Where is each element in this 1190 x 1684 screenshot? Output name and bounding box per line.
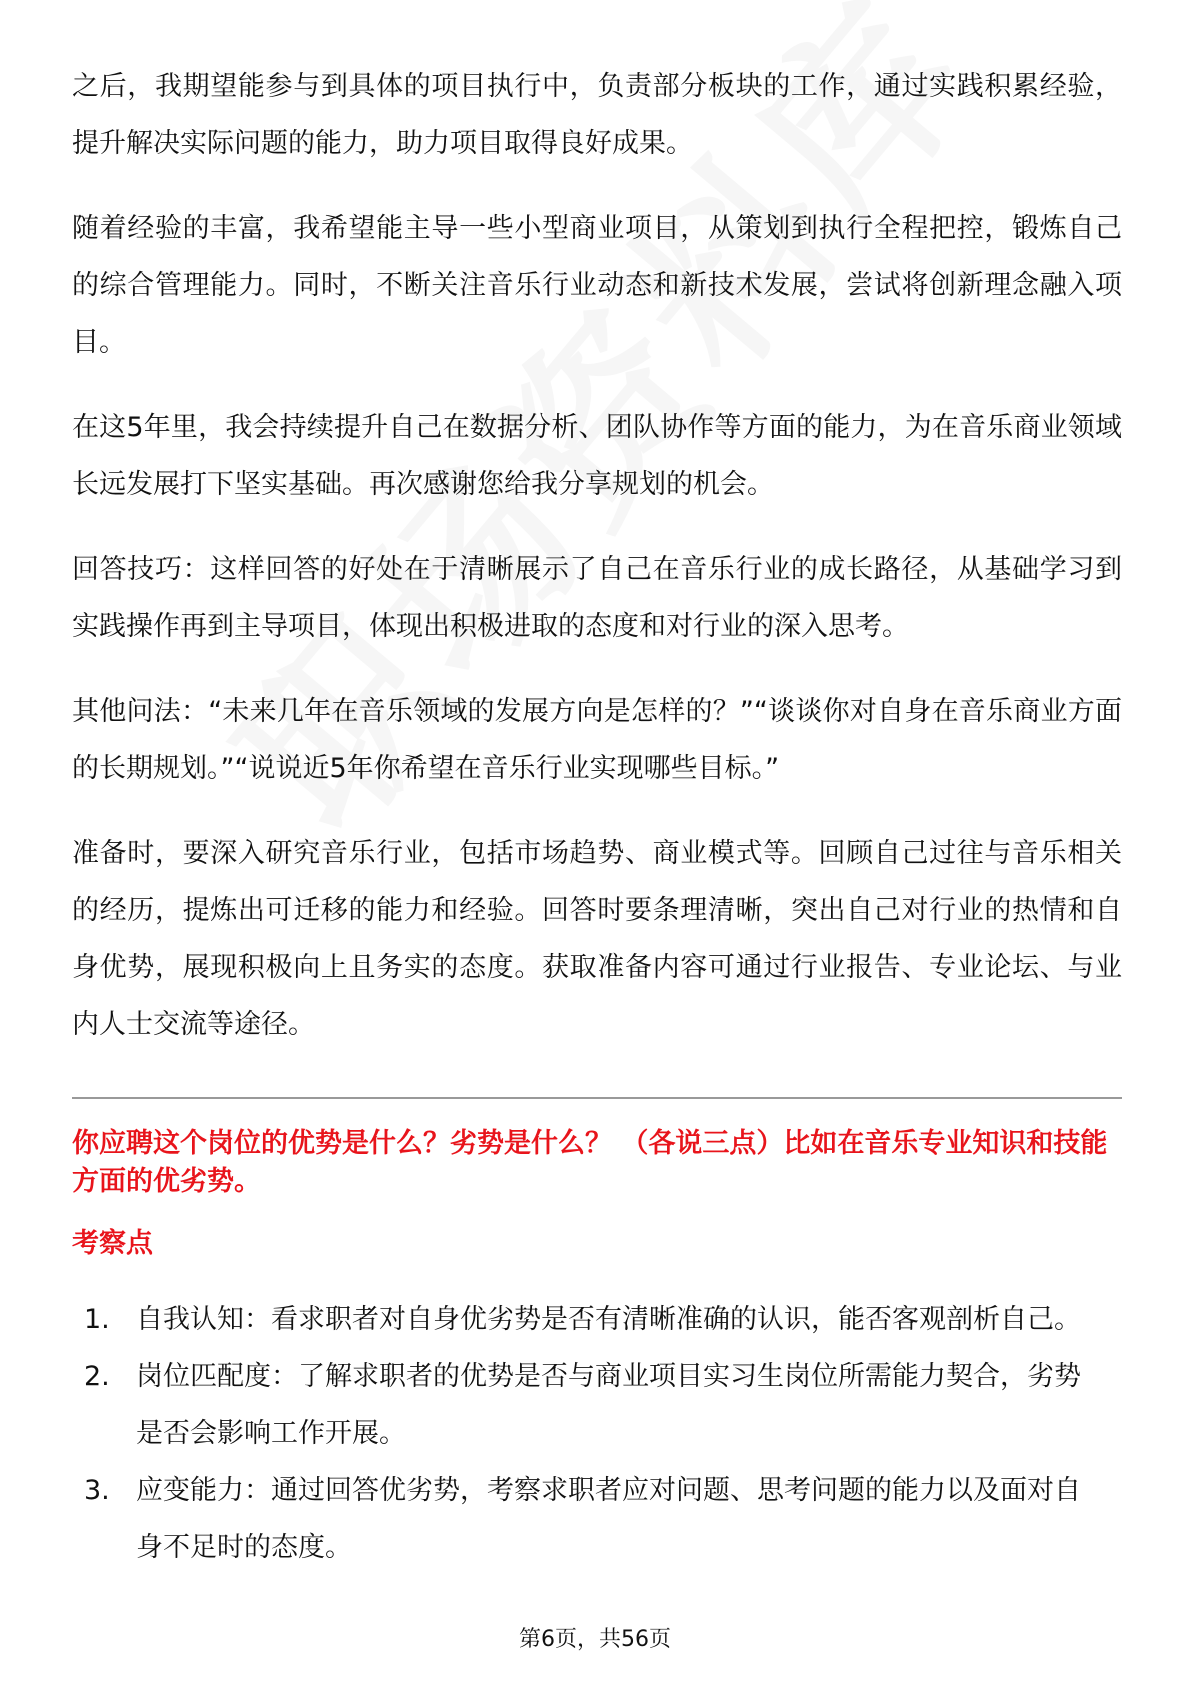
list-item [72, 1291, 1122, 1348]
list-item [72, 1462, 1122, 1576]
paragraph-3: 在这5年里，我会持续提升自己在数据分析、团队协作等方面的能力，为在音乐商业领域长远发展打下坚实基础。再次感谢您给我分享规划的机会。 [72, 412, 1122, 500]
answer-tips-paragraph: 回答技巧：这样回答的好处在于清晰展示了自己在音乐行业的成长路径，从基础学习到实践操作再到主导项目，体现出积极进取的态度和对行业的深入思考。 [72, 554, 1122, 642]
list-number: 3. [84, 1475, 110, 1506]
list-text: 自我认知：看求职者对自身优劣势是否有清晰准确的认识，能否客观剖析自己。 [136, 1304, 1081, 1335]
list-text: 岗位匹配度：了解求职者的优势是否与商业项目实习生岗位所需能力契合，劣势是否会影响工作开展。 [136, 1361, 1081, 1449]
page-footer: 第6页，共56页 [519, 1627, 671, 1652]
section-divider [72, 1097, 1122, 1099]
question-title: 你应聘这个岗位的优势是什么？劣势是什么？ （各说三点）比如在音乐专业知识和技能方面的优劣势。 [72, 1128, 1108, 1197]
paragraph-2: 随着经验的丰富，我希望能主导一些小型商业项目，从策划到执行全程把控，锻炼自己的综合管理能力。同时，不断关注音乐行业动态和新技术发展，尝试将创新理念融入项目。 [72, 213, 1122, 358]
section-heading: 考察点 [72, 1228, 153, 1259]
list-item [72, 1348, 1122, 1462]
other-questions-paragraph: 其他问法：“未来几年在音乐领域的发展方向是怎样的？”“谈谈你对自身在音乐商业方面的长期规划。”“说说近5年你希望在音乐行业实现哪些目标。” [72, 696, 1122, 784]
preparation-paragraph: 准备时，要深入研究音乐行业，包括市场趋势、商业模式等。回顾自己过往与音乐相关的经历，提炼出可迁移的能力和经验。回答时要条理清晰，突出自己对行业的热情和自身优势，展现积极向上且务实的态度。获取准备内容可通过行业报告、专业论坛、与业内人士交流等途径。 [72, 838, 1122, 1040]
list-number: 2. [84, 1361, 110, 1392]
list-text: 应变能力：通过回答优劣势，考察求职者应对问题、思考问题的能力以及面对自身不足时的态度。 [136, 1475, 1081, 1563]
assessment-list [72, 1291, 1122, 1576]
page-content [72, 58, 1122, 1576]
paragraph-1: 之后，我期望能参与到具体的项目执行中，负责部分板块的工作，通过实践积累经验，提升解决实际问题的能力，助力项目取得良好成果。 [72, 71, 1122, 159]
list-number: 1. [84, 1304, 110, 1335]
